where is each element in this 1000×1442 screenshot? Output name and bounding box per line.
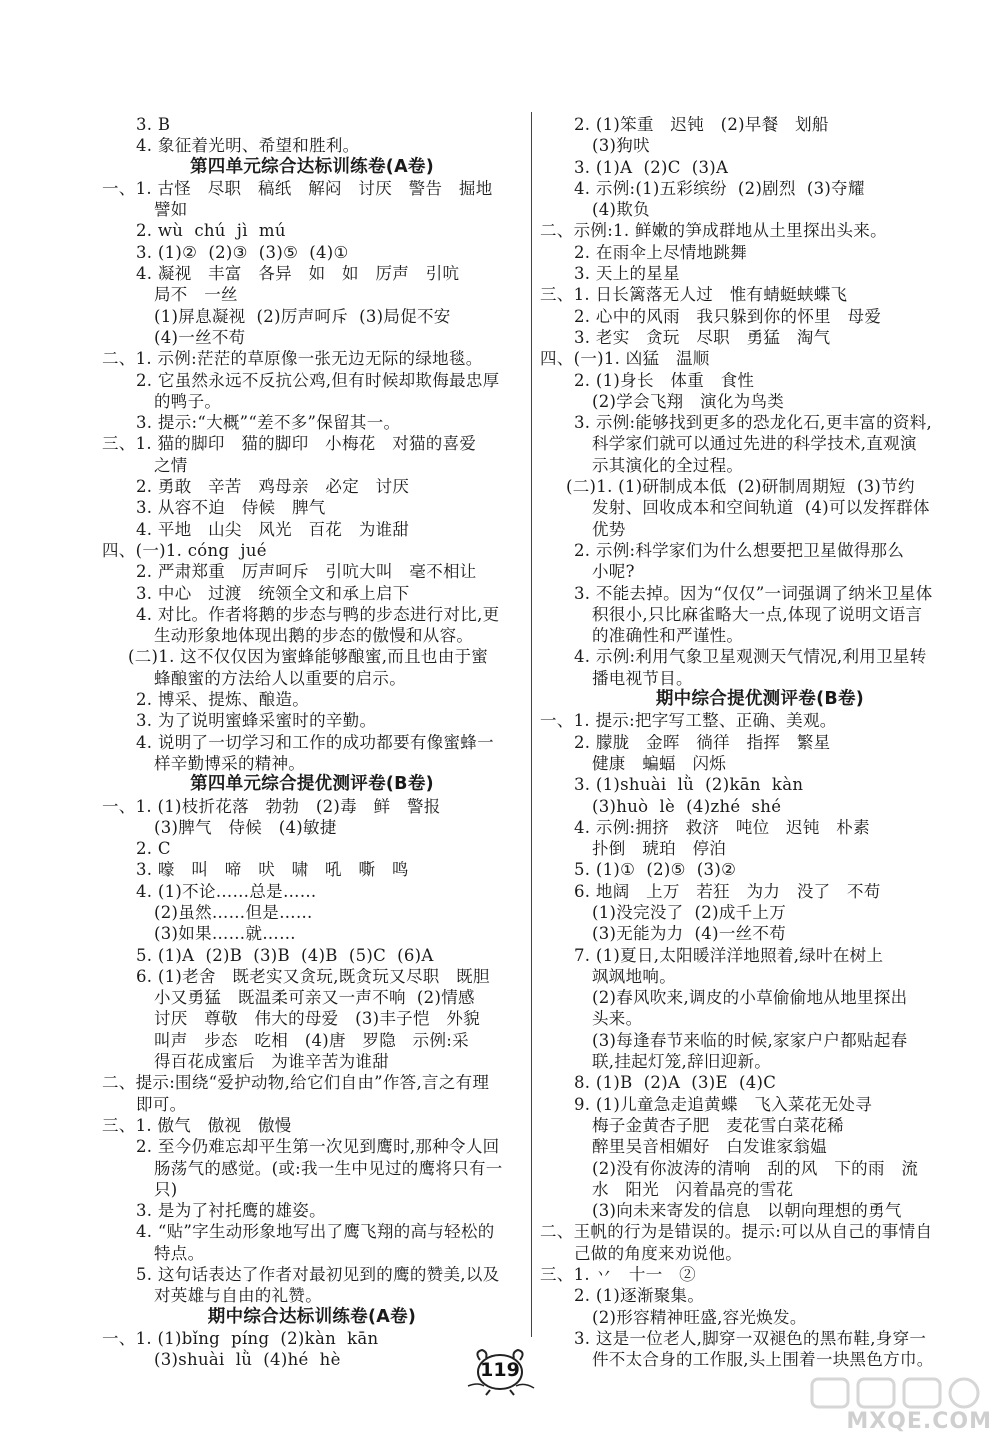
watermark-graphic <box>792 1375 992 1411</box>
answer-line: 5. (1)① (2)⑤ (3)② <box>574 860 737 880</box>
answer-line: 头来。 <box>592 1009 643 1029</box>
answer-line: 3. 不能去掉。因为“仅仅”一词强调了纳米卫星体 <box>574 583 933 603</box>
answer-line: 梅子金黄杏子肥 麦花雪白菜花稀 <box>592 1115 844 1135</box>
answer-line: (3)huò lè (4)zhé shé <box>592 796 782 816</box>
answer-line: 二、提示:围绕“爱护动物,给它们自由”作答,言之有理 <box>102 1073 490 1093</box>
answer-line: 四、(一)1. 凶猛 温顺 <box>540 349 710 369</box>
answer-line: (3)脾气 侍候 (4)敏捷 <box>154 817 337 837</box>
section-heading: 期中综合达标训练卷(A卷) <box>207 1306 417 1327</box>
answer-line: 4. 凝视 丰富 各异 如 如 厉声 引吭 <box>136 264 460 284</box>
answer-line: 7. (1)夏日,太阳暖洋洋地照着,绿叶在树上 <box>574 945 884 965</box>
answer-line: (3)向未来寄发的信息 以朝向理想的勇气 <box>592 1201 902 1221</box>
answer-line: 叫声 步态 吃相 (4)唐 罗隐 示例:采 <box>154 1030 469 1050</box>
answer-line: 2. 博采、提炼、酿造。 <box>136 690 310 710</box>
answer-line: 三、1. 傲气 傲视 傲慢 <box>102 1115 292 1135</box>
answer-line: (3)如果……就…… <box>154 924 296 944</box>
answer-line: 2. 在雨伞上尽情地跳舞 <box>574 242 748 262</box>
answer-line: 一、1. 提示:把字写工整、正确、美观。 <box>540 711 837 731</box>
answer-line: 2. C <box>136 839 171 859</box>
answer-line: 的准确性和严谨性。 <box>592 626 744 646</box>
answer-line: 即可。 <box>136 1094 187 1114</box>
answer-line: (4)一丝不苟 <box>154 327 246 347</box>
answer-line: 局不 一丝 <box>154 285 238 305</box>
answer-line: (3)每逢春节来临的时候,家家户户都贴起春 <box>592 1030 908 1050</box>
answer-line: 二、1. 示例:茫茫的草原像一张无边无际的绿地毯。 <box>102 349 483 369</box>
answer-line: 三、1. 猫的脚印 猫的脚印 小梅花 对猫的喜爱 <box>102 434 477 454</box>
answer-line: 优势 <box>592 519 626 539</box>
answer-line: 联,挂起灯笼,辞旧迎新。 <box>592 1052 772 1072</box>
answer-line: 对英雄与自由的礼赞。 <box>154 1286 322 1306</box>
answer-line: 二、示例:1. 鲜嫩的笋成群地从土里探出头来。 <box>540 221 887 241</box>
answer-line: (二)1. (1)研制成本低 (2)研制周期短 (3)节约 <box>566 477 915 497</box>
answer-line: 一、1. 古怪 尽职 稿纸 解闷 讨厌 警告 掘地 <box>102 178 493 198</box>
answer-line: (2)没有你波涛的清响 刮的风 下的雨 流 <box>592 1158 919 1178</box>
answer-line: 扑倒 琥珀 停泊 <box>592 839 727 859</box>
answer-line: 3. 从容不迫 侍候 脾气 <box>136 498 326 518</box>
answer-line: 3. (1)A (2)C (3)A <box>574 157 729 177</box>
left-answer-column <box>102 114 522 1371</box>
answer-line: 件不太合身的工作服,头上围着一块黑色方巾。 <box>592 1350 934 1370</box>
answer-line: 2. 心中的风雨 我只躲到你的怀里 母爱 <box>574 306 882 326</box>
answer-line: 2. 它虽然永远不反抗公鸡,但有时候却欺侮最忠厚 <box>136 370 500 390</box>
answer-line: (1)没完没了 (2)成千上万 <box>592 902 787 922</box>
answer-line: 之情 <box>154 455 188 475</box>
answer-line: 4. (1)不论……总是…… <box>136 881 317 901</box>
answer-line: 讨厌 尊敬 伟大的母爱 (3)丰子恺 外貌 <box>154 1009 481 1029</box>
watermark-logo <box>792 1375 992 1435</box>
answer-line: (2)虽然……但是…… <box>154 902 313 922</box>
answer-line: (3)狗吠 <box>592 136 650 156</box>
answer-line: 3. 是为了衬托鹰的雄姿。 <box>136 1201 326 1221</box>
answer-line: 3. 嚎 叫 啼 吠 啸 吼 嘶 鸣 <box>136 860 409 880</box>
answer-line: 3. 天上的星星 <box>574 264 680 284</box>
answer-line: 蜂酿蜜的方法给人以重要的启示。 <box>154 668 406 688</box>
answer-line: (4)欺负 <box>592 200 650 220</box>
page-number: 119 <box>480 1359 520 1381</box>
answer-line: 二、王帆的行为是错误的。提示:可以从自己的事情自 <box>540 1222 933 1242</box>
answer-line: 5. (1)A (2)B (3)B (4)B (5)C (6)A <box>136 945 434 965</box>
answer-line: 6. (1)老舍 既老实又贪玩,既贪玩又尽职 既胆 <box>136 966 490 986</box>
answer-line: 3. (1)② (2)③ (3)⑤ (4)① <box>136 242 349 262</box>
answer-line: (2)春风吹来,调皮的小草偷偷地从地里探出 <box>592 988 908 1008</box>
answer-line: 小又勇猛 既温柔可亲又一声不响 (2)情感 <box>154 988 475 1008</box>
answer-line: 得百花成蜜后 为谁辛苦为谁甜 <box>154 1052 390 1072</box>
column-divider <box>531 112 532 1337</box>
answer-line: 4. 示例:拥挤 救济 吨位 迟钝 朴素 <box>574 817 870 837</box>
answer-line: (1)屏息凝视 (2)厉声呵斥 (3)局促不安 <box>154 306 451 326</box>
answer-line: 4. “贴”字生动形象地写出了鹰飞翔的高与轻松的 <box>136 1222 495 1242</box>
answer-line: 3. 为了说明蜜蜂采蜜时的辛勤。 <box>136 711 377 731</box>
answer-line: 只) <box>154 1179 178 1199</box>
answer-line: 8. (1)B (2)A (3)E (4)C <box>574 1073 777 1093</box>
answer-line: 4. 平地 山尖 风光 百花 为谁甜 <box>136 519 410 539</box>
answer-line: 4. 象征着光明、希望和胜利。 <box>136 136 360 156</box>
answer-line: 一、1. (1)枝折花落 勃勃 (2)毒 鲜 警报 <box>102 796 441 816</box>
answer-line: 3. 老实 贪玩 尽职 勇猛 淘气 <box>574 327 831 347</box>
answer-line: 健康 蝙蝠 闪烁 <box>592 753 727 773</box>
answer-line: 播电视节目。 <box>592 668 693 688</box>
page-number-badge <box>460 1346 540 1396</box>
answer-line: 生动形象地体现出鹅的步态的傲慢和从容。 <box>154 626 474 646</box>
answer-line: 四、(一)1. cóng jué <box>102 540 267 560</box>
answer-line: 2. (1)逐渐聚集。 <box>574 1286 705 1306</box>
answer-line: 2. (1)笨重 迟钝 (2)早餐 划船 <box>574 115 829 134</box>
answer-line: 3. 这是一位老人,脚穿一双褪色的黑布鞋,身穿一 <box>574 1328 927 1348</box>
right-answer-column <box>540 114 980 1371</box>
answer-line: 一、1. (1)bǐng píng (2)kàn kān <box>102 1328 379 1348</box>
answer-line: 3. 提示:“大概”“差不多”保留其一。 <box>136 413 401 433</box>
answer-line: 2. 朦胧 金晖 徜徉 指挥 繁星 <box>574 732 831 752</box>
answer-line: (二)1. 这不仅仅因为蜜蜂能够酿蜜,而且也由于蜜 <box>128 647 489 667</box>
answer-line: 譬如 <box>154 200 188 220</box>
section-heading: 期中综合提优测评卷(B卷) <box>655 689 865 710</box>
answer-line: (3)无能为力 (4)一丝不苟 <box>592 924 787 944</box>
answer-line: 9. (1)儿童急走追黄蝶 飞入菜花无处寻 <box>574 1094 872 1114</box>
answer-line: 2. wù chú jì mú <box>136 221 286 241</box>
answer-line: 5. 这句话表达了作者对最初见到的鹰的赞美,以及 <box>136 1265 500 1285</box>
answer-line: 示其演化的全过程。 <box>592 455 744 475</box>
section-heading: 第四单元综合提优测评卷(B卷) <box>190 774 434 795</box>
answer-line: 3. 中心 过渡 统领全文和承上启下 <box>136 583 410 603</box>
answer-line: 2. 至今仍难忘却平生第一次见到鹰时,那种令人回 <box>136 1137 500 1157</box>
answer-line: 三、1. 丷 十一 ② <box>540 1265 696 1285</box>
answer-line: 4. 示例:利用气象卫星观测天气情况,利用卫星转 <box>574 647 927 667</box>
answer-line: 小呢? <box>592 562 635 582</box>
answer-line: 科学家们就可以通过先进的科学技术,直观演 <box>592 434 917 454</box>
answer-line: (2)形容精神旺盛,容光焕发。 <box>592 1307 807 1327</box>
answer-line: 2. 示例:科学家们为什么想要把卫星做得那么 <box>574 540 905 560</box>
answer-line: 6. 地阔 上万 若狂 为力 没了 不苟 <box>574 881 881 901</box>
answer-line: 积很小,只比麻雀略大一点,体现了说明文语言 <box>592 604 923 624</box>
answer-line: (3)shuài lǜ (4)hé hè <box>154 1350 341 1370</box>
answer-line: 4. 示例:(1)五彩缤纷 (2)剧烈 (3)夺耀 <box>574 178 865 198</box>
answer-line: 2. 严肃郑重 厉声呵斥 引吭大叫 毫不相让 <box>136 562 477 582</box>
answer-line: 的鸭子。 <box>154 391 222 411</box>
answer-line: 特点。 <box>154 1243 205 1263</box>
watermark-site-text: MXQE.COM <box>846 1409 992 1434</box>
answer-line: 三、1. 日长篱落无人过 惟有蜻蜓蛱蝶飞 <box>540 285 848 305</box>
answer-line: 水 阳光 闪着晶亮的雪花 <box>592 1179 794 1199</box>
answer-line: 3. B <box>136 115 171 134</box>
answer-line: 飒飒地响。 <box>592 966 676 986</box>
answer-line: 4. 对比。作者将鹅的步态与鸭的步态进行对比,更 <box>136 604 500 624</box>
answer-line: 发射、回收成本和空间轨道 (4)可以发挥群体 <box>592 498 930 518</box>
answer-line: 2. 勇敢 辛苦 鸡母亲 必定 讨厌 <box>136 477 410 497</box>
answer-line: 醉里吴音相媚好 白发谁家翁媪 <box>592 1137 828 1157</box>
answer-line: 3. (1)shuài lǜ (2)kān kàn <box>574 775 804 795</box>
answer-line: 3. 示例:能够找到更多的恐龙化石,更丰富的资料, <box>574 413 933 433</box>
answer-line: 己做的角度来劝说他。 <box>574 1243 742 1263</box>
section-heading: 第四单元综合达标训练卷(A卷) <box>189 156 435 177</box>
answer-line: 肠荡气的感觉。(或:我一生中见过的鹰将只有一 <box>154 1158 503 1178</box>
answer-line: 样辛勤博采的精神。 <box>154 753 306 773</box>
answer-line: (2)学会飞翔 演化为鸟类 <box>592 391 785 411</box>
answer-line: 2. (1)身长 体重 食性 <box>574 370 755 390</box>
answer-line: 4. 说明了一切学习和工作的成功都要有像蜜蜂一 <box>136 732 494 752</box>
